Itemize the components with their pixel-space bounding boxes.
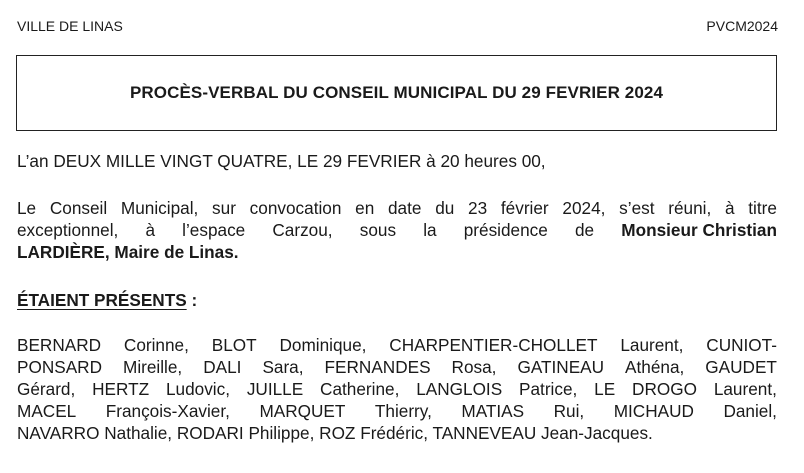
conseil-line-1-word: du <box>435 198 455 218</box>
presents-line <box>17 356 777 378</box>
conseil-line-2-word: de <box>575 220 595 240</box>
presents-line-word: MICHAUD <box>613 401 694 421</box>
presents-line-word: Thierry, <box>374 401 432 421</box>
presents-heading-colon: : <box>186 290 198 310</box>
document-title: PROCÈS-VERBAL DU CONSEIL MUNICIPAL DU 29 FEVRIER 2024 <box>129 83 664 102</box>
conseil-line-1 <box>17 197 777 219</box>
conseil-line-2-word: Carzou, <box>272 220 333 240</box>
conseil-line-2 <box>17 219 777 241</box>
presents-line-word: DROGO <box>632 379 697 399</box>
presents-heading-text: ÉTAIENT PRÉSENTS <box>17 290 187 310</box>
conseil-line-1-word: Le <box>17 198 37 218</box>
presents-line-word: MACEL <box>17 401 77 421</box>
presents-line-word: PONSARD <box>17 357 102 377</box>
presents-line-word: DALI <box>203 357 242 377</box>
presents-line-word: Patrice, <box>519 379 578 399</box>
presents-line-word: BERNARD <box>17 335 102 355</box>
presents-line-word: Corinne, <box>123 335 189 355</box>
presents-line <box>17 334 777 356</box>
presents-list <box>17 334 777 444</box>
conseil-line-1-word: Municipal, <box>120 198 199 218</box>
presents-line-word: Rui, <box>553 401 585 421</box>
conseil-line-1-word: titre <box>748 198 777 218</box>
conseil-line-2-word: à <box>145 220 156 240</box>
presents-line-word: Ludovic, <box>165 379 230 399</box>
presents-line-word: GATINEAU <box>517 357 605 377</box>
presents-line-word: Dominique, <box>279 335 367 355</box>
presents-line <box>17 378 777 400</box>
presents-line-word: JUILLE <box>246 379 304 399</box>
conseil-line-1-word: 23 <box>468 198 488 218</box>
conseil-line-1-word: en <box>355 198 375 218</box>
presents-line-word: HERTZ <box>92 379 150 399</box>
conseil-line-1-word: à <box>724 198 735 218</box>
municipality-name: VILLE DE LINAS <box>17 18 123 34</box>
presents-line-word: Daniel, <box>723 401 777 421</box>
conseil-line-1-word: réuni, <box>668 198 712 218</box>
document-reference: PVCM2024 <box>706 18 778 34</box>
conseil-paragraph <box>17 197 777 263</box>
presents-line-word: Rosa, <box>451 357 497 377</box>
conseil-line-2-word: l’espace <box>182 220 246 240</box>
presents-line-word: Laurent, <box>620 335 684 355</box>
presents-line-word: Sara, <box>262 357 304 377</box>
presents-line-word: Laurent, <box>713 379 777 399</box>
conseil-line-1-word: février <box>500 198 549 218</box>
presents-line-word: CHARPENTIER-CHOLLET <box>389 335 598 355</box>
presents-last-line: NAVARRO Nathalie, RODARI Philippe, ROZ Frédéric, TANNEVEAU Jean-Jacques. <box>17 423 653 443</box>
conseil-line-1-word: convocation <box>249 198 342 218</box>
presents-line-word: BLOT <box>211 335 257 355</box>
conseil-line-1-word: s’est <box>619 198 655 218</box>
presents-line-word: MATIAS <box>461 401 525 421</box>
conseil-line-2-bold-text: Monsieur Christian <box>621 220 777 240</box>
conseil-line-3: LARDIÈRE, Maire de Linas. <box>17 242 239 262</box>
presents-line-word: Mireille, <box>123 357 183 377</box>
presents-line-word: François-Xavier, <box>105 401 230 421</box>
presents-heading <box>17 289 777 311</box>
intro-paragraph: L’an DEUX MILLE VINGT QUATRE, LE 29 FEVRIER à 20 heures 00, <box>17 151 546 171</box>
conseil-line-2-word: sous <box>359 220 397 240</box>
presents-line-word: GAUDET <box>705 357 777 377</box>
presents-line-word: Athéna, <box>625 357 685 377</box>
presents-line-word: Gérard, <box>17 379 76 399</box>
presents-line <box>17 400 777 422</box>
presents-line-word: FERNANDES <box>324 357 431 377</box>
title-box <box>16 55 777 131</box>
presents-line-word: MARQUET <box>259 401 346 421</box>
conseil-line-1-word: date <box>388 198 422 218</box>
conseil-line-1-word: Conseil <box>49 198 108 218</box>
presents-line-word: LANGLOIS <box>416 379 503 399</box>
presents-line-word: Catherine, <box>320 379 400 399</box>
conseil-line-2-word: présidence <box>463 220 548 240</box>
conseil-line-2-word: la <box>423 220 437 240</box>
conseil-line-1-word: sur <box>212 198 236 218</box>
presents-line-word: CUNIOT- <box>706 335 777 355</box>
presents-line-word: LE <box>594 379 616 399</box>
document-header <box>17 18 778 38</box>
conseil-line-1-word: 2024, <box>562 198 606 218</box>
conseil-line-2-word: exceptionnel, <box>17 220 119 240</box>
